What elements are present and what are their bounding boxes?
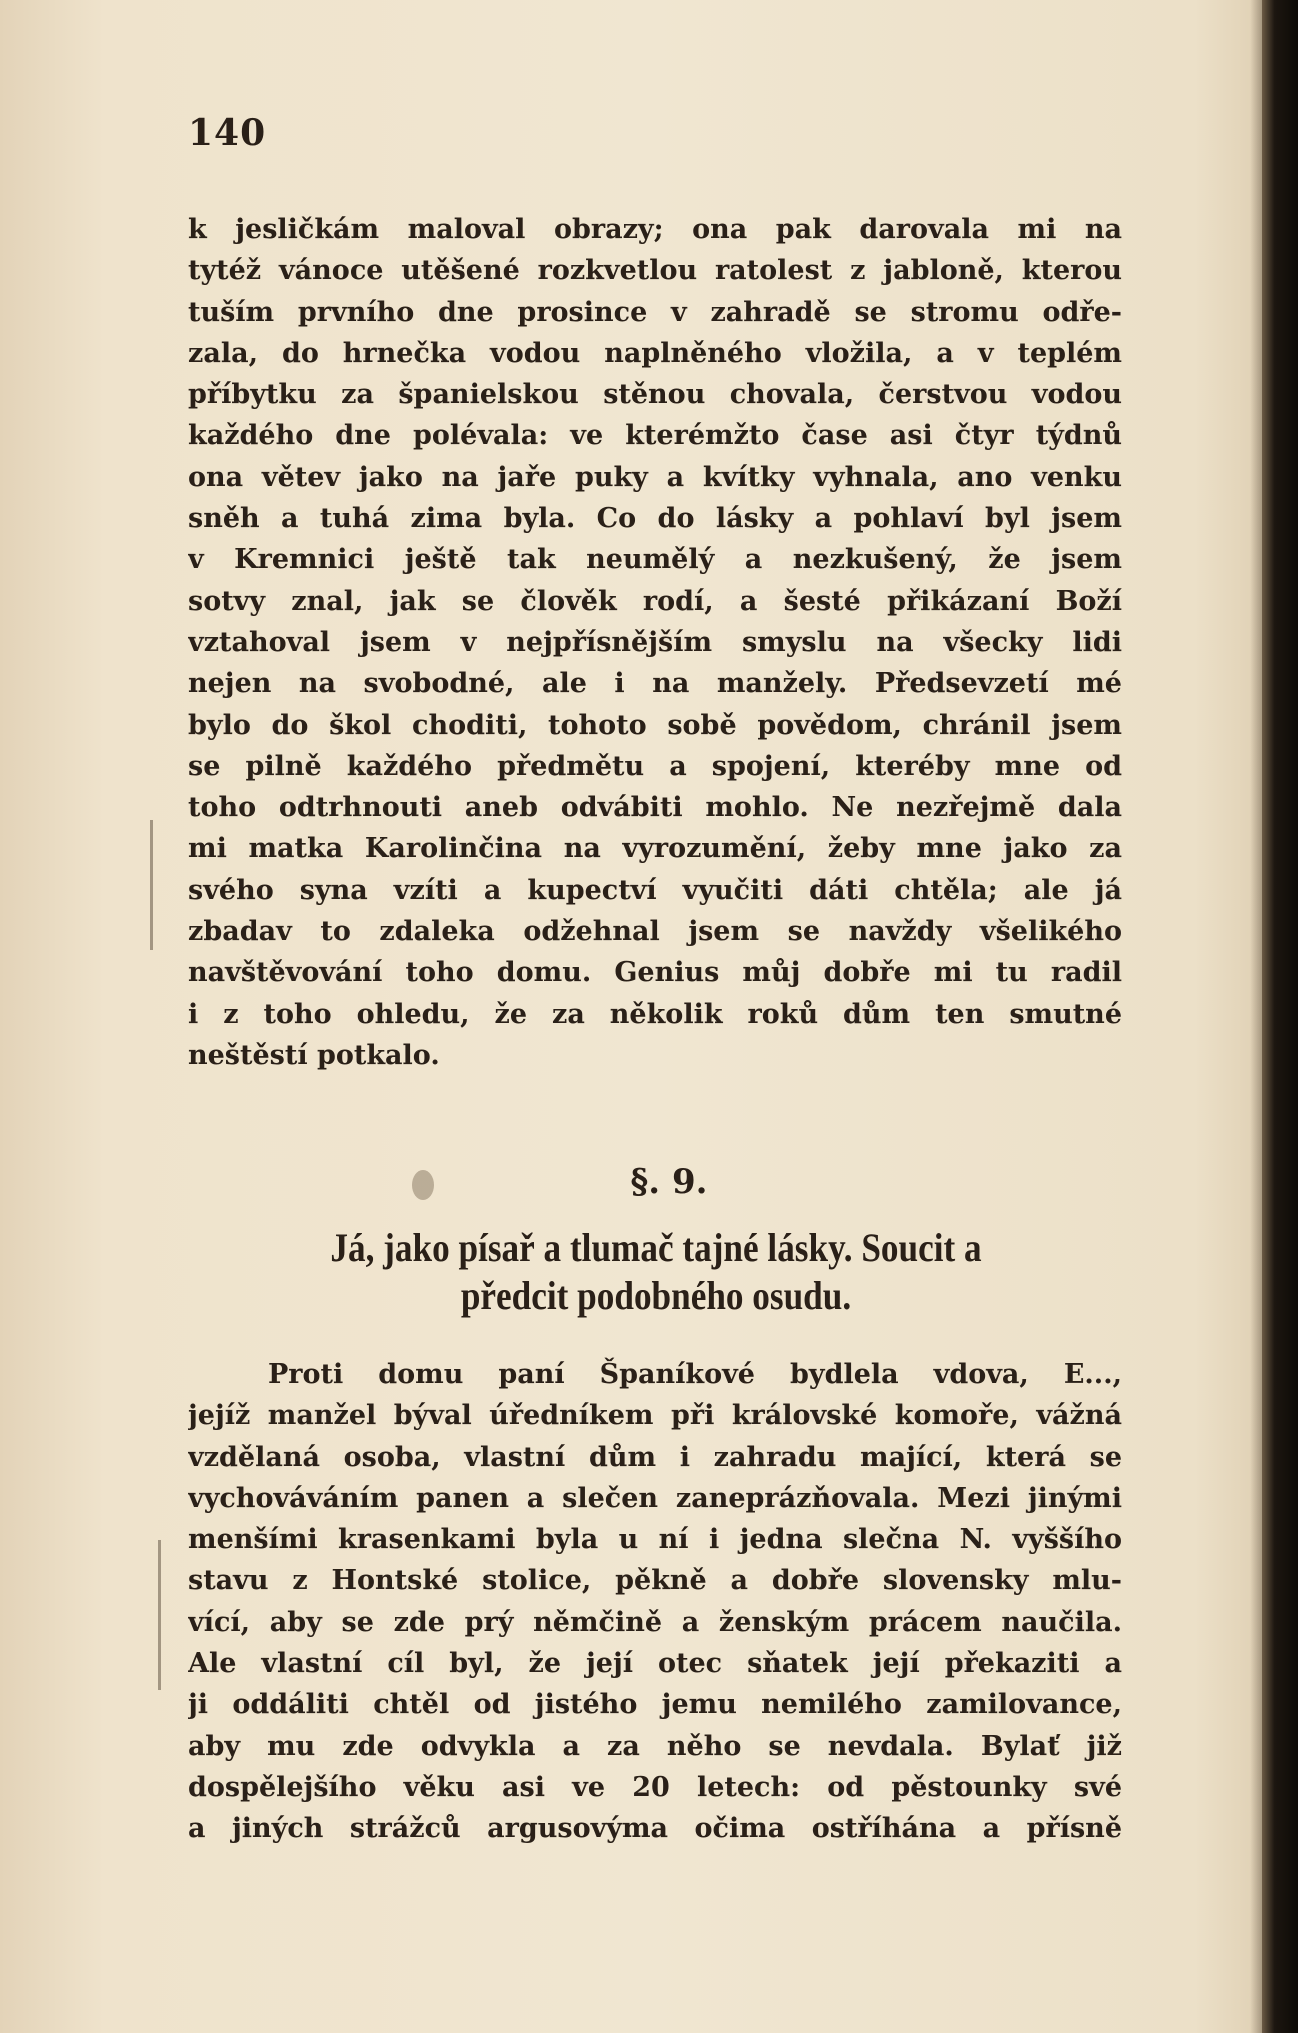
paragraph-1 bbox=[188, 209, 1122, 1076]
paragraph-2 bbox=[188, 1354, 1122, 1850]
chapter-title-line: předcit podobného osudu. bbox=[460, 1273, 852, 1318]
text-line: v Kremnici ještě tak neumělý a nezkušený, že jsem bbox=[188, 544, 1122, 576]
text-line: jejíž manžel býval úředníkem při královské komoře, vážná bbox=[188, 1400, 1122, 1432]
text-line: svého syna vzíti a kupectví vyučiti dáti chtěla; ale já bbox=[188, 874, 1122, 906]
text-line: se pilně každého předmětu a spojení, kteréby mne od bbox=[188, 750, 1122, 782]
text-line: sotvy znal, jak se člověk rodí, a šesté přikázaní Boží bbox=[188, 585, 1122, 617]
text-line: ji oddáliti chtěl od jistého jemu nemilého zamilovance, bbox=[188, 1689, 1122, 1721]
chapter-title bbox=[246, 1224, 1066, 1320]
page-number: 140 bbox=[188, 112, 267, 154]
text-line: mi matka Karolinčina na vyrozumění, žeby mne jako za bbox=[188, 833, 1122, 865]
text-line: vící, aby se zde prý němčině a ženským prácem naučila. bbox=[188, 1606, 1122, 1638]
text-line: nejen na svobodné, ale i na manžely. Předsevzetí mé bbox=[188, 668, 1122, 700]
text-line: ona větev jako na jaře puky a kvítky vyhnala, ano venku bbox=[188, 461, 1122, 493]
text-line: vychováváním panen a slečen zaneprázňovala. Mezi jinými bbox=[188, 1482, 1122, 1514]
text-line: stavu z Hontské stolice, pěkně a dobře slovensky mlu- bbox=[188, 1565, 1122, 1597]
text-line: menšími krasenkami byla u ní i jedna slečna N. vyššího bbox=[188, 1524, 1122, 1556]
text-line: neštěstí potkalo. bbox=[188, 1039, 440, 1071]
text-line: aby mu zde odvykla a za něho se nevdala. Bylať již bbox=[188, 1730, 1122, 1762]
text-line: vztahoval jsem v nejpřísnějším smyslu na všecky lidi bbox=[188, 626, 1122, 658]
section-number: §. 9. bbox=[630, 1162, 708, 1202]
text-line: příbytku za španielskou stěnou chovala, čerstvou vodou bbox=[188, 379, 1122, 411]
book-spine bbox=[1262, 0, 1298, 2033]
text-line: toho odtrhnouti aneb odvábiti mohlo. Ne nezřejmě dala bbox=[188, 792, 1122, 824]
text-line: bylo do škol choditi, tohoto sobě povědom, chránil jsem bbox=[188, 709, 1122, 741]
text-line: k jesličkám maloval obrazy; ona pak darovala mi na bbox=[188, 214, 1122, 245]
text-line: každého dne polévala: ve kterémžto čase asi čtyr týdnů bbox=[188, 420, 1122, 452]
text-line: tytéž vánoce utěšené rozkvetlou ratolest z jabloně, kterou bbox=[188, 255, 1122, 287]
text-line: a jiných strážců argusovýma očima ostříhána a přísně bbox=[188, 1813, 1122, 1845]
text-line: zbadav to zdaleka odžehnal jsem se navždy všelikého bbox=[188, 916, 1122, 948]
text-line: tuším prvního dne prosince v zahradě se stromu odře- bbox=[188, 296, 1122, 328]
text-line: navštěvování toho domu. Genius můj dobře mi tu radil bbox=[188, 957, 1122, 989]
text-line: sněh a tuhá zima byla. Co do lásky a pohlaví byl jsem bbox=[188, 503, 1122, 535]
text-line: Ale vlastní cíl byl, že její otec sňatek její překaziti a bbox=[188, 1648, 1122, 1680]
text-line: i z toho ohledu, že za několik roků dům ten smutné bbox=[188, 998, 1122, 1030]
text-line: Proti domu paní Španíkové bydlela vdova, E..., bbox=[268, 1359, 1122, 1390]
chapter-title-line: Já, jako písař a tlumač tajné lásky. Soucit a bbox=[330, 1225, 982, 1270]
text-line: dospělejšího věku asi ve 20 letech: od pěstounky své bbox=[188, 1771, 1122, 1803]
margin-mark bbox=[158, 1540, 161, 1690]
page-gutter-shadow bbox=[1250, 0, 1262, 2033]
text-line: zala, do hrnečka vodou naplněného vložila, a v teplém bbox=[188, 337, 1122, 369]
text-line: vzdělaná osoba, vlastní dům i zahradu mající, která se bbox=[188, 1441, 1122, 1473]
margin-mark bbox=[150, 820, 153, 950]
